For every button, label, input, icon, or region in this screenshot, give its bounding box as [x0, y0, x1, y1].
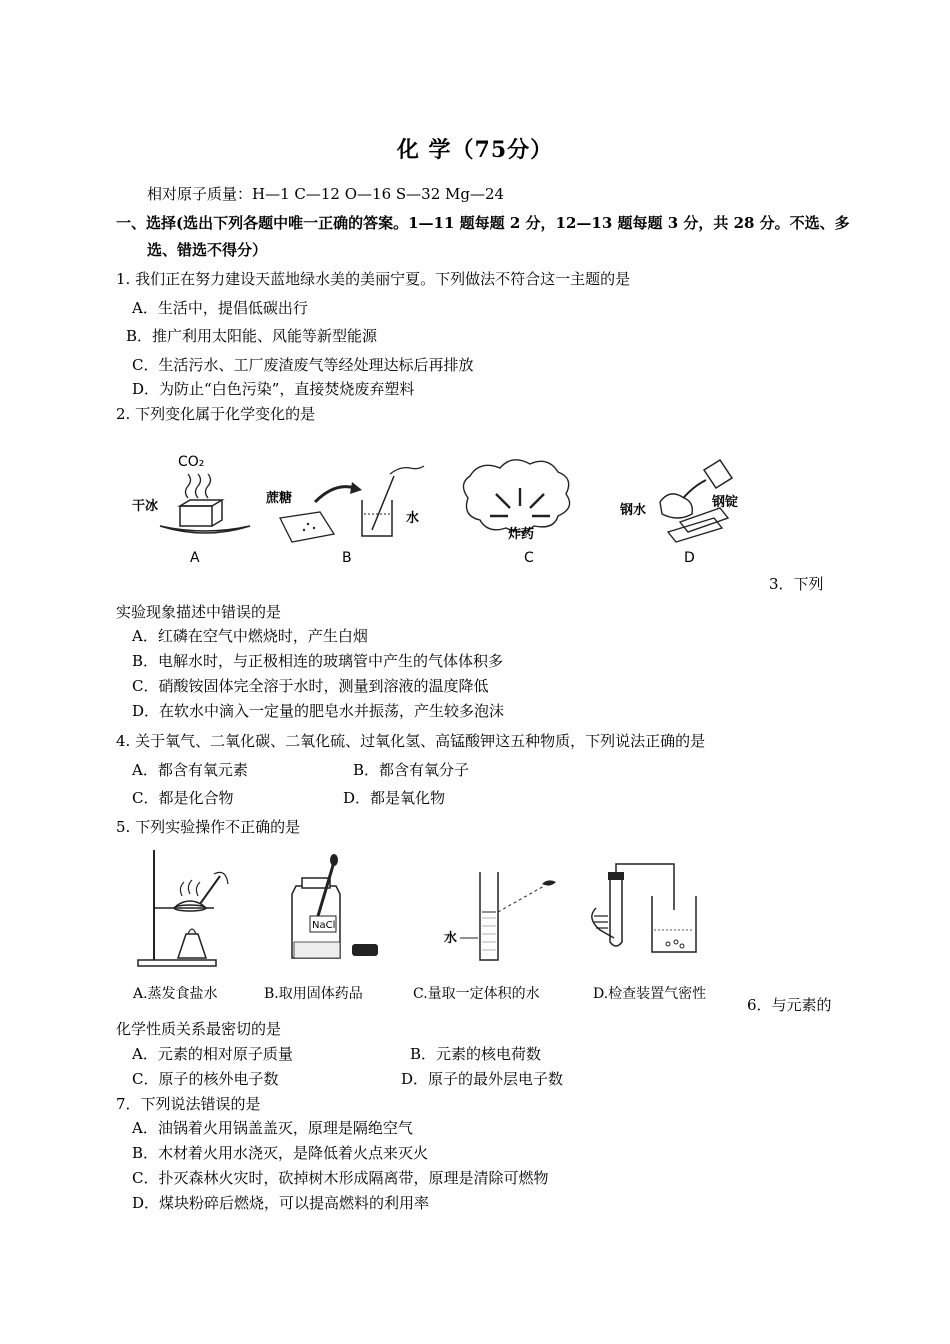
q5-caption-d: D.检查装置气密性: [593, 986, 707, 1002]
evaporation-setup: [138, 850, 228, 966]
molten-steel-illustration: [619, 460, 738, 542]
q5-caption-c: C.量取一定体积的水: [413, 986, 540, 1002]
sugar-label: 蔗糖: [266, 491, 293, 506]
q4-option-b: B．都含有氧分子: [353, 761, 470, 779]
q2-stem: 2. 下列变化属于化学变化的是: [116, 405, 316, 423]
q4-option-c: C．都是化合物: [132, 789, 234, 807]
dissolving-sugar-illustration: [266, 466, 424, 542]
dry-ice-label: 干冰: [132, 499, 159, 514]
q6-stem-start: 6．与元素的: [747, 996, 832, 1014]
q7-stem: 7．下列说法错误的是: [116, 1095, 261, 1113]
q2-caption-b: B: [342, 550, 352, 566]
q6-stem-cont: 化学性质关系最密切的是: [116, 1020, 282, 1038]
q5-caption-a: A.蒸发食盐水: [133, 986, 218, 1002]
q1-option-a: A．生活中，提倡低碳出行: [132, 299, 308, 317]
water-label: 水: [406, 511, 420, 526]
q6-option-b: B．元素的核电荷数: [410, 1045, 542, 1063]
nacl-label: NaCl: [312, 920, 336, 931]
q2-figure: [120, 440, 760, 570]
q5-stem: 5. 下列实验操作不正确的是: [116, 818, 301, 836]
section-heading: 一、选择(选出下列各题中唯一正确的答案。1—11 题每题 2 分，12—13 题每题 3 分，共 28 分。不选、多: [116, 214, 850, 232]
q2-caption-d: D: [684, 550, 695, 566]
q4-stem: 4. 关于氧气、二氧化碳、二氧化硫、过氧化氢、高锰酸钾这五种物质，下列说法正确的是: [116, 732, 706, 750]
q3-stem-cont: 实验现象描述中错误的是: [116, 603, 282, 621]
q6-option-a: A．元素的相对原子质量: [132, 1045, 293, 1063]
co2-label: CO₂: [178, 454, 205, 470]
airtightness-check-setup: [592, 864, 696, 952]
q3-option-c: C．硝酸铵固体完全溶于水时，测量到溶液的温度降低: [132, 677, 489, 695]
q3-option-a: A．红磷在空气中燃烧时，产生白烟: [132, 627, 368, 645]
explosive-label: 炸药: [508, 527, 535, 542]
molten-steel-label: 钢水: [620, 503, 647, 518]
q5-caption-b: B.取用固体药品: [264, 986, 363, 1002]
q1-stem: 1. 我们正在努力建设天蓝地绿水美的美丽宁夏。下列做法不符合这一主题的是: [116, 270, 631, 288]
graduated-cylinder-setup: [444, 872, 556, 960]
q2-caption-a: A: [190, 550, 200, 566]
q2-caption-c: C: [524, 550, 534, 566]
dry-ice-illustration: [132, 454, 250, 533]
solid-reagent-setup: [292, 854, 378, 958]
q3-option-b: B．电解水时，与正极相连的玻璃管中产生的气体体积多: [132, 652, 504, 670]
q6-option-d: D．原子的最外层电子数: [401, 1070, 564, 1088]
page-title: 化 学（75分）: [396, 137, 554, 163]
q7-option-a: A．油锅着火用锅盖盖灭，原理是隔绝空气: [132, 1119, 413, 1137]
q5-figure: [128, 846, 738, 974]
q1-option-d: D．为防止“白色污染”，直接焚烧废弃塑料: [132, 380, 415, 398]
q4-option-a: A．都含有氧元素: [132, 761, 248, 779]
q6-option-c: C．原子的核外电子数: [132, 1070, 279, 1088]
q7-option-d: D．煤块粉碎后燃烧，可以提高燃料的利用率: [132, 1194, 430, 1212]
atomic-mass-line: 相对原子质量：H—1 C—12 O—16 S—32 Mg—24: [147, 185, 505, 203]
q7-option-c: C．扑灭森林火灾时，砍掉树木形成隔离带，原理是清除可燃物: [132, 1169, 549, 1187]
q3-option-d: D．在软水中滴入一定量的肥皂水并振荡，产生较多泡沫: [132, 702, 505, 720]
section-heading-cont: 选、错选不得分）: [147, 241, 268, 259]
q4-option-d: D．都是氧化物: [343, 789, 446, 807]
q1-option-c: C．生活污水、工厂废渣废气等经处理达标后再排放: [132, 356, 474, 374]
q3-stem-start: 3．下列: [769, 575, 824, 593]
water-label-cylinder: 水: [444, 931, 458, 946]
q7-option-b: B．木材着火用水浇灭，是降低着火点来灭火: [132, 1144, 429, 1162]
q1-option-b: B．推广利用太阳能、风能等新型能源: [126, 327, 378, 345]
explosion-illustration: [463, 460, 569, 542]
steel-ingot-label: 钢锭: [712, 495, 739, 510]
